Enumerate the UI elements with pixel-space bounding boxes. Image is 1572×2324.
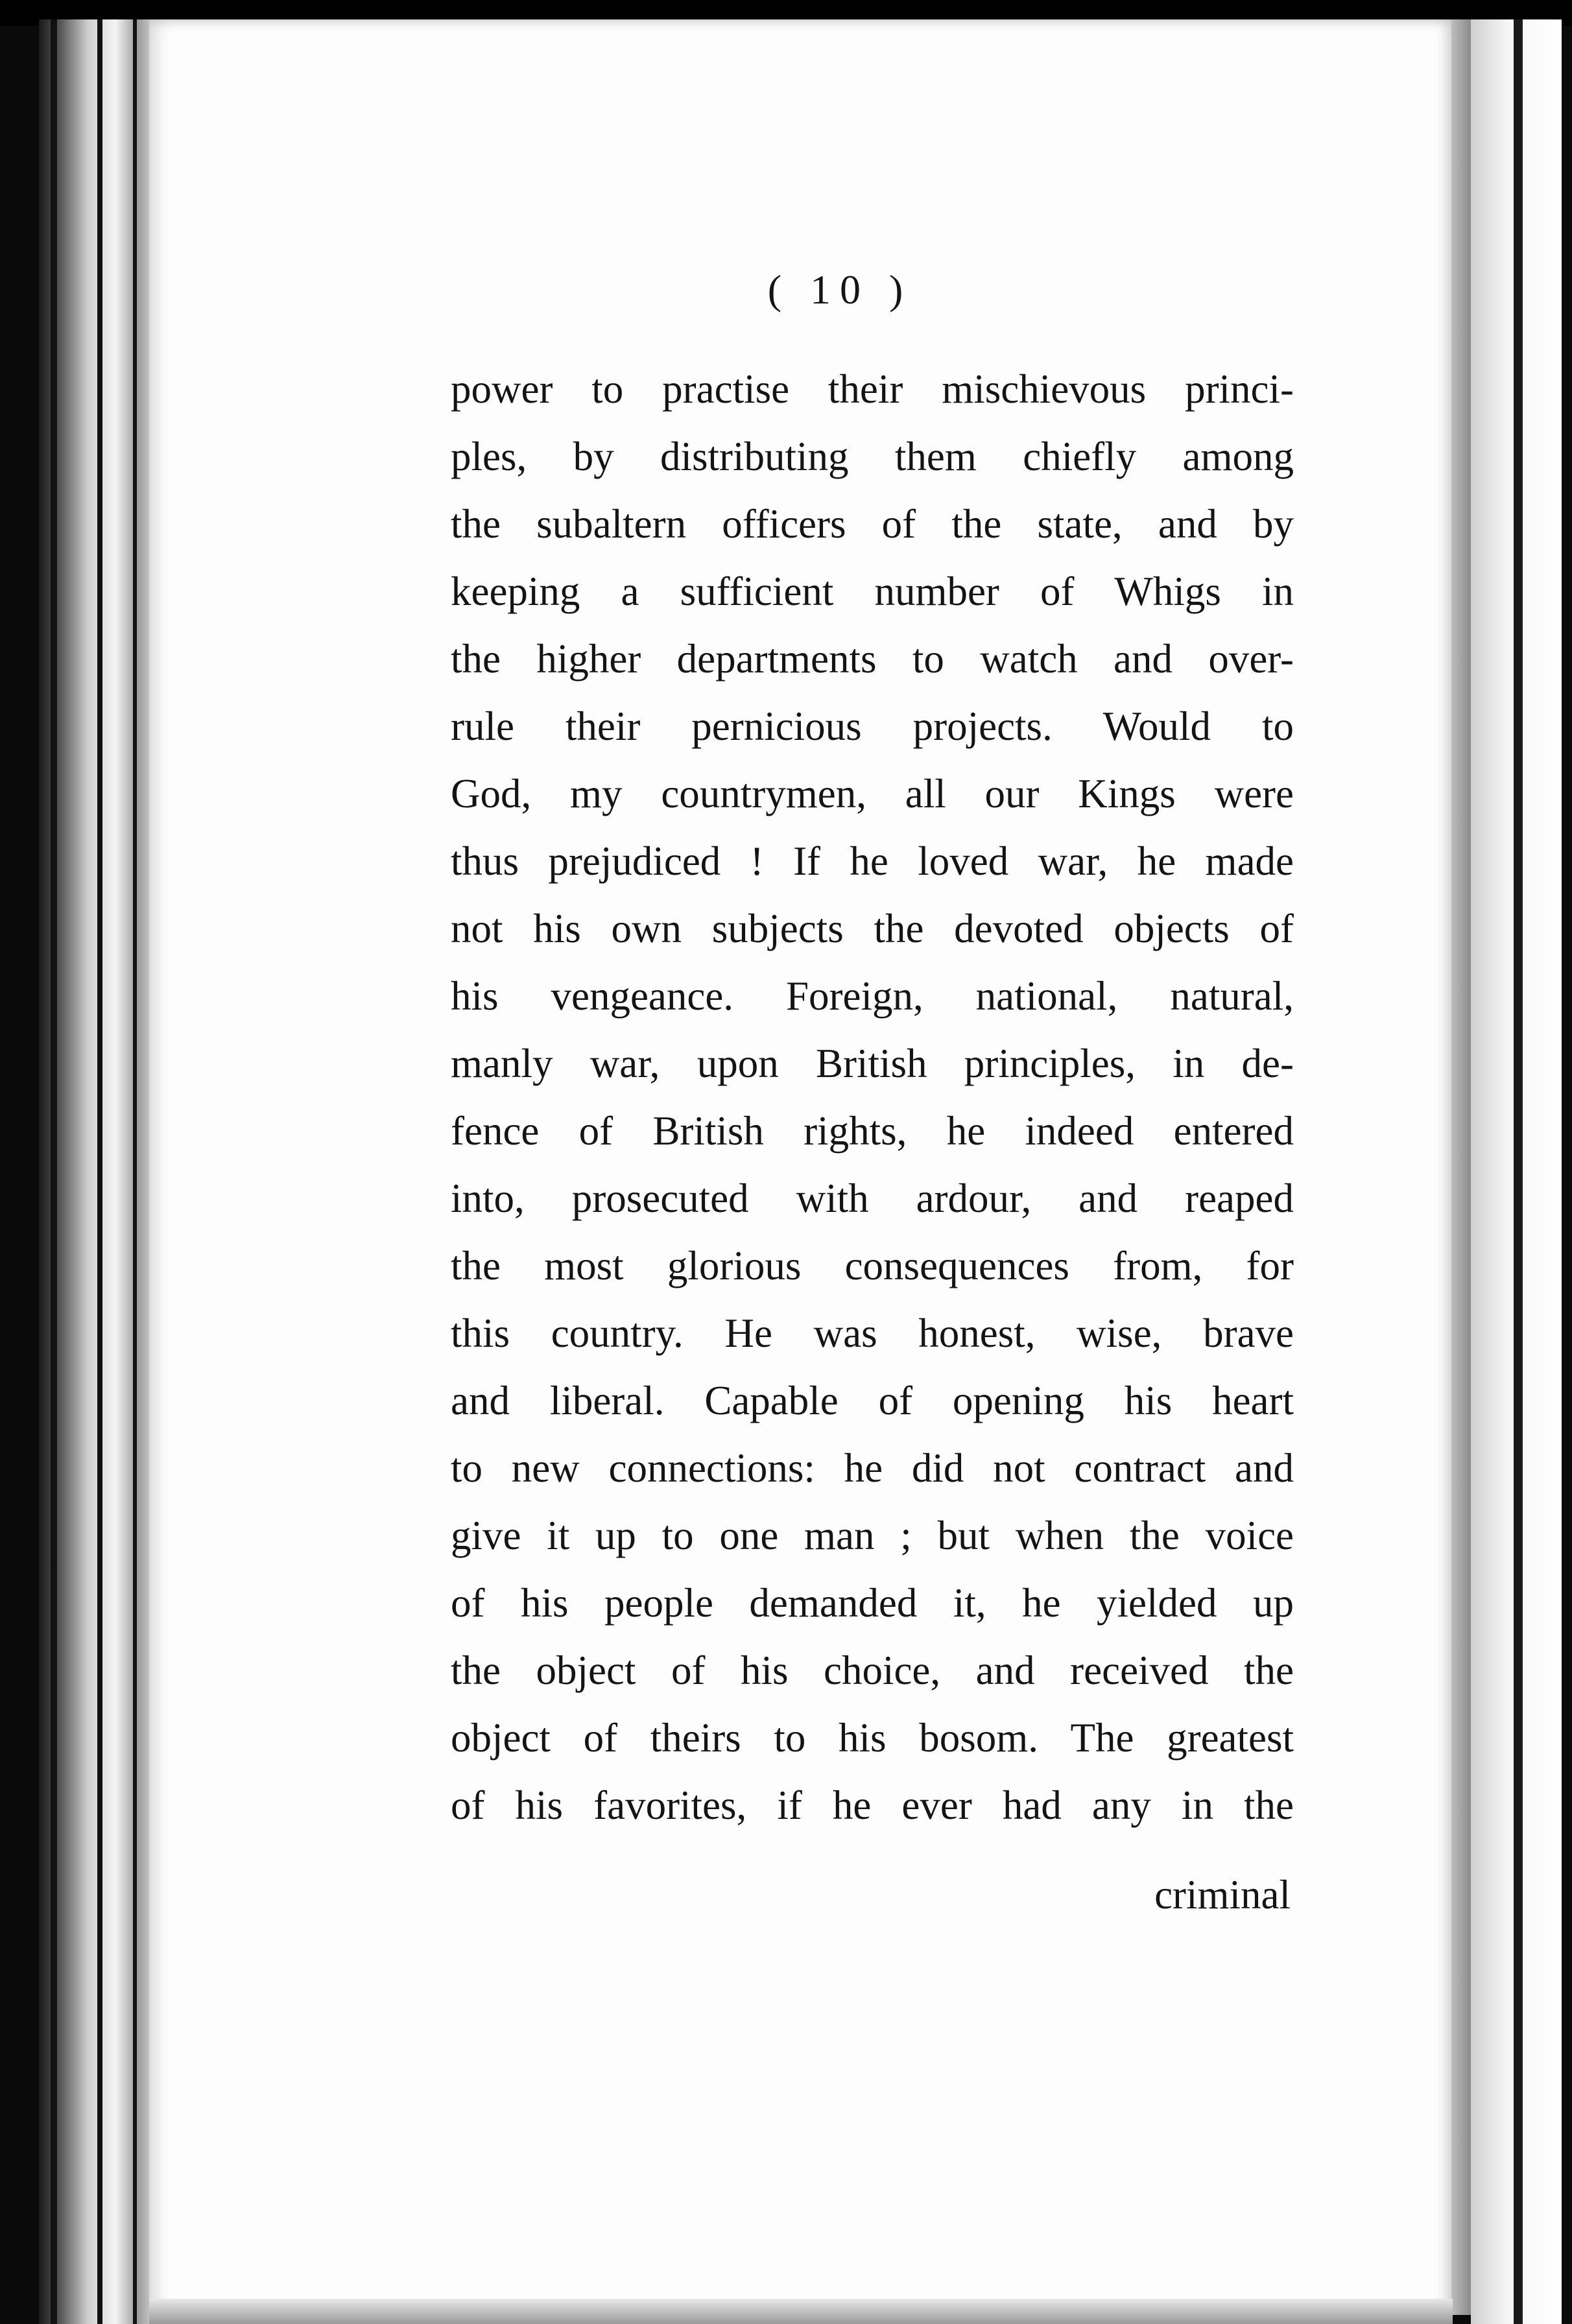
page-bottom-edge [149, 2299, 1453, 2324]
text-line: thus prejudiced ! If he loved war, he made [451, 838, 1294, 884]
text-line: the subaltern officers of the state, and by [451, 501, 1294, 547]
text-line: of his favorites, if he ever had any in the [451, 1783, 1294, 1828]
text-line: ples, by distributing them chiefly among [451, 434, 1294, 479]
text-line: his vengeance. Foreign, national, natural, [451, 973, 1294, 1019]
text-line: of his people demanded it, he yielded up [451, 1580, 1294, 1626]
binding-shadow-line [97, 19, 102, 2324]
text-line: power to practise their mischievous princi- [451, 366, 1294, 412]
text-line: and liberal. Capable of opening his heart [451, 1378, 1294, 1423]
text-line: the object of his choice, and received the [451, 1648, 1294, 1693]
catchword: criminal [1154, 1872, 1291, 1917]
text-line: object of theirs to his bosom. The greatest [451, 1715, 1294, 1761]
text-line: to new connections: he did not contract and [451, 1445, 1294, 1491]
text-line: give it up to one man ; but when the voice [451, 1513, 1294, 1558]
text-line: fence of British rights, he indeed entered [451, 1108, 1294, 1154]
body-text [451, 355, 1294, 1839]
text-line: into, prosecuted with ardour, and reaped [451, 1176, 1294, 1221]
text-line: the most glorious consequences from, for [451, 1243, 1294, 1288]
text-line: manly war, upon British principles, in de- [451, 1041, 1294, 1086]
binding-shadow-line [133, 19, 137, 2324]
text-line: rule their pernicious projects. Would to [451, 704, 1294, 749]
adjacent-page-shadow [1514, 19, 1523, 2324]
text-line: this country. He was honest, wise, brave [451, 1310, 1294, 1356]
page-right-edge [1451, 19, 1471, 2315]
page-number: ( 10 ) [767, 267, 912, 313]
text-line: the higher departments to watch and over- [451, 636, 1294, 682]
text-line: God, my countrymen, all our Kings were [451, 771, 1294, 816]
text-line: keeping a sufficient number of Whigs in [451, 569, 1294, 614]
binding-shadow-line [51, 19, 57, 2324]
text-line: not his own subjects the devoted objects of [451, 906, 1294, 951]
